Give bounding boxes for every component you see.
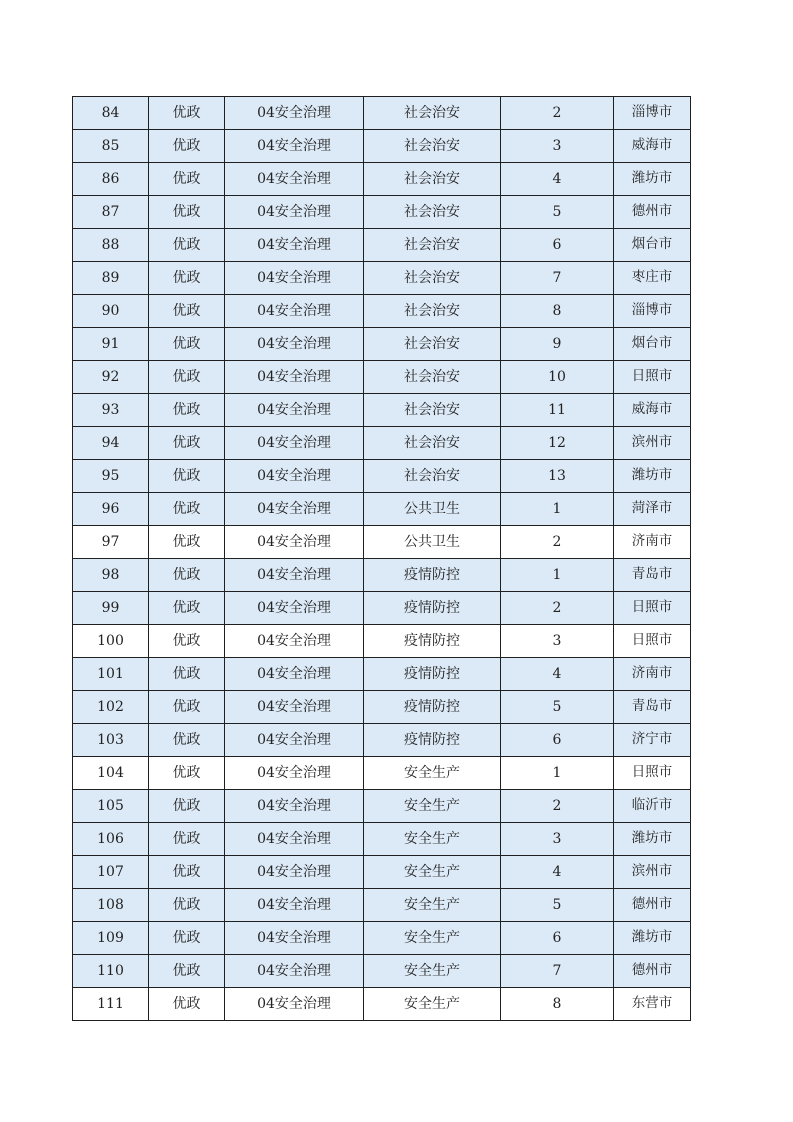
table-row xyxy=(73,361,691,394)
rank-cell: 9 xyxy=(501,328,614,361)
row-number-cell: 102 xyxy=(73,691,149,724)
table-row xyxy=(73,130,691,163)
topic-cell: 疫情防控 xyxy=(364,658,501,691)
city-cell: 枣庄市 xyxy=(614,262,691,295)
field-cell: 04安全治理 xyxy=(225,823,364,856)
city-cell: 滨州市 xyxy=(614,856,691,889)
category-cell: 优政 xyxy=(149,328,225,361)
field-cell: 04安全治理 xyxy=(225,262,364,295)
table-row xyxy=(73,262,691,295)
row-number-cell: 111 xyxy=(73,988,149,1021)
data-sheet xyxy=(72,96,690,1021)
row-number-cell: 104 xyxy=(73,757,149,790)
table-row xyxy=(73,295,691,328)
table-row xyxy=(73,163,691,196)
field-cell: 04安全治理 xyxy=(225,295,364,328)
table-row xyxy=(73,691,691,724)
category-cell: 优政 xyxy=(149,856,225,889)
table-row xyxy=(73,229,691,262)
table-row xyxy=(73,922,691,955)
ranking-table xyxy=(72,96,691,1021)
field-cell: 04安全治理 xyxy=(225,856,364,889)
city-cell: 德州市 xyxy=(614,196,691,229)
row-number-cell: 92 xyxy=(73,361,149,394)
city-cell: 威海市 xyxy=(614,130,691,163)
row-number-cell: 90 xyxy=(73,295,149,328)
row-number-cell: 97 xyxy=(73,526,149,559)
rank-cell: 3 xyxy=(501,130,614,163)
row-number-cell: 94 xyxy=(73,427,149,460)
category-cell: 优政 xyxy=(149,493,225,526)
field-cell: 04安全治理 xyxy=(225,922,364,955)
field-cell: 04安全治理 xyxy=(225,361,364,394)
city-cell: 威海市 xyxy=(614,394,691,427)
row-number-cell: 95 xyxy=(73,460,149,493)
field-cell: 04安全治理 xyxy=(225,988,364,1021)
city-cell: 潍坊市 xyxy=(614,823,691,856)
topic-cell: 社会治安 xyxy=(364,361,501,394)
field-cell: 04安全治理 xyxy=(225,724,364,757)
row-number-cell: 110 xyxy=(73,955,149,988)
rank-cell: 3 xyxy=(501,625,614,658)
city-cell: 日照市 xyxy=(614,361,691,394)
topic-cell: 社会治安 xyxy=(364,196,501,229)
row-number-cell: 87 xyxy=(73,196,149,229)
topic-cell: 社会治安 xyxy=(364,97,501,130)
table-row xyxy=(73,592,691,625)
category-cell: 优政 xyxy=(149,361,225,394)
city-cell: 临沂市 xyxy=(614,790,691,823)
field-cell: 04安全治理 xyxy=(225,328,364,361)
topic-cell: 社会治安 xyxy=(364,460,501,493)
rank-cell: 13 xyxy=(501,460,614,493)
table-row xyxy=(73,196,691,229)
table-row xyxy=(73,394,691,427)
row-number-cell: 106 xyxy=(73,823,149,856)
rank-cell: 1 xyxy=(501,559,614,592)
category-cell: 优政 xyxy=(149,196,225,229)
field-cell: 04安全治理 xyxy=(225,163,364,196)
city-cell: 菏泽市 xyxy=(614,493,691,526)
table-body xyxy=(73,97,691,1021)
city-cell: 潍坊市 xyxy=(614,922,691,955)
topic-cell: 社会治安 xyxy=(364,163,501,196)
row-number-cell: 84 xyxy=(73,97,149,130)
rank-cell: 2 xyxy=(501,592,614,625)
table-row xyxy=(73,658,691,691)
category-cell: 优政 xyxy=(149,757,225,790)
table-row xyxy=(73,955,691,988)
rank-cell: 2 xyxy=(501,790,614,823)
topic-cell: 社会治安 xyxy=(364,394,501,427)
row-number-cell: 96 xyxy=(73,493,149,526)
row-number-cell: 86 xyxy=(73,163,149,196)
city-cell: 日照市 xyxy=(614,592,691,625)
topic-cell: 安全生产 xyxy=(364,922,501,955)
rank-cell: 1 xyxy=(501,757,614,790)
category-cell: 优政 xyxy=(149,922,225,955)
field-cell: 04安全治理 xyxy=(225,229,364,262)
rank-cell: 2 xyxy=(501,97,614,130)
field-cell: 04安全治理 xyxy=(225,691,364,724)
rank-cell: 4 xyxy=(501,658,614,691)
category-cell: 优政 xyxy=(149,130,225,163)
row-number-cell: 103 xyxy=(73,724,149,757)
row-number-cell: 99 xyxy=(73,592,149,625)
row-number-cell: 98 xyxy=(73,559,149,592)
table-row xyxy=(73,889,691,922)
topic-cell: 公共卫生 xyxy=(364,493,501,526)
city-cell: 济南市 xyxy=(614,526,691,559)
topic-cell: 安全生产 xyxy=(364,757,501,790)
category-cell: 优政 xyxy=(149,163,225,196)
category-cell: 优政 xyxy=(149,955,225,988)
category-cell: 优政 xyxy=(149,262,225,295)
row-number-cell: 91 xyxy=(73,328,149,361)
table-row xyxy=(73,97,691,130)
category-cell: 优政 xyxy=(149,460,225,493)
city-cell: 青岛市 xyxy=(614,559,691,592)
row-number-cell: 108 xyxy=(73,889,149,922)
row-number-cell: 105 xyxy=(73,790,149,823)
table-row xyxy=(73,790,691,823)
category-cell: 优政 xyxy=(149,97,225,130)
topic-cell: 社会治安 xyxy=(364,130,501,163)
row-number-cell: 107 xyxy=(73,856,149,889)
rank-cell: 4 xyxy=(501,163,614,196)
rank-cell: 10 xyxy=(501,361,614,394)
table-row xyxy=(73,493,691,526)
field-cell: 04安全治理 xyxy=(225,196,364,229)
field-cell: 04安全治理 xyxy=(225,526,364,559)
rank-cell: 5 xyxy=(501,691,614,724)
rank-cell: 5 xyxy=(501,889,614,922)
category-cell: 优政 xyxy=(149,394,225,427)
row-number-cell: 101 xyxy=(73,658,149,691)
rank-cell: 6 xyxy=(501,724,614,757)
row-number-cell: 85 xyxy=(73,130,149,163)
row-number-cell: 109 xyxy=(73,922,149,955)
rank-cell: 7 xyxy=(501,955,614,988)
category-cell: 优政 xyxy=(149,691,225,724)
field-cell: 04安全治理 xyxy=(225,889,364,922)
field-cell: 04安全治理 xyxy=(225,460,364,493)
rank-cell: 1 xyxy=(501,493,614,526)
rank-cell: 4 xyxy=(501,856,614,889)
city-cell: 东营市 xyxy=(614,988,691,1021)
row-number-cell: 89 xyxy=(73,262,149,295)
topic-cell: 公共卫生 xyxy=(364,526,501,559)
topic-cell: 安全生产 xyxy=(364,889,501,922)
topic-cell: 疫情防控 xyxy=(364,592,501,625)
field-cell: 04安全治理 xyxy=(225,427,364,460)
category-cell: 优政 xyxy=(149,559,225,592)
rank-cell: 3 xyxy=(501,823,614,856)
row-number-cell: 100 xyxy=(73,625,149,658)
city-cell: 德州市 xyxy=(614,955,691,988)
topic-cell: 安全生产 xyxy=(364,823,501,856)
rank-cell: 7 xyxy=(501,262,614,295)
city-cell: 潍坊市 xyxy=(614,460,691,493)
topic-cell: 安全生产 xyxy=(364,955,501,988)
category-cell: 优政 xyxy=(149,724,225,757)
rank-cell: 6 xyxy=(501,229,614,262)
table-row xyxy=(73,856,691,889)
category-cell: 优政 xyxy=(149,889,225,922)
city-cell: 青岛市 xyxy=(614,691,691,724)
table-row xyxy=(73,988,691,1021)
field-cell: 04安全治理 xyxy=(225,757,364,790)
field-cell: 04安全治理 xyxy=(225,790,364,823)
topic-cell: 疫情防控 xyxy=(364,559,501,592)
topic-cell: 安全生产 xyxy=(364,856,501,889)
topic-cell: 社会治安 xyxy=(364,427,501,460)
rank-cell: 8 xyxy=(501,295,614,328)
category-cell: 优政 xyxy=(149,823,225,856)
field-cell: 04安全治理 xyxy=(225,955,364,988)
field-cell: 04安全治理 xyxy=(225,625,364,658)
category-cell: 优政 xyxy=(149,427,225,460)
field-cell: 04安全治理 xyxy=(225,394,364,427)
field-cell: 04安全治理 xyxy=(225,658,364,691)
field-cell: 04安全治理 xyxy=(225,493,364,526)
topic-cell: 社会治安 xyxy=(364,295,501,328)
category-cell: 优政 xyxy=(149,988,225,1021)
category-cell: 优政 xyxy=(149,295,225,328)
table-row xyxy=(73,823,691,856)
city-cell: 潍坊市 xyxy=(614,163,691,196)
topic-cell: 社会治安 xyxy=(364,262,501,295)
city-cell: 日照市 xyxy=(614,625,691,658)
rank-cell: 6 xyxy=(501,922,614,955)
topic-cell: 安全生产 xyxy=(364,790,501,823)
rank-cell: 8 xyxy=(501,988,614,1021)
field-cell: 04安全治理 xyxy=(225,97,364,130)
city-cell: 淄博市 xyxy=(614,97,691,130)
city-cell: 济宁市 xyxy=(614,724,691,757)
rank-cell: 2 xyxy=(501,526,614,559)
table-row xyxy=(73,460,691,493)
rank-cell: 11 xyxy=(501,394,614,427)
city-cell: 烟台市 xyxy=(614,328,691,361)
category-cell: 优政 xyxy=(149,229,225,262)
table-row xyxy=(73,757,691,790)
category-cell: 优政 xyxy=(149,526,225,559)
category-cell: 优政 xyxy=(149,625,225,658)
table-row xyxy=(73,427,691,460)
city-cell: 济南市 xyxy=(614,658,691,691)
topic-cell: 疫情防控 xyxy=(364,691,501,724)
table-row xyxy=(73,559,691,592)
row-number-cell: 88 xyxy=(73,229,149,262)
city-cell: 烟台市 xyxy=(614,229,691,262)
topic-cell: 疫情防控 xyxy=(364,724,501,757)
table-row xyxy=(73,526,691,559)
topic-cell: 社会治安 xyxy=(364,328,501,361)
field-cell: 04安全治理 xyxy=(225,130,364,163)
city-cell: 德州市 xyxy=(614,889,691,922)
category-cell: 优政 xyxy=(149,592,225,625)
city-cell: 淄博市 xyxy=(614,295,691,328)
category-cell: 优政 xyxy=(149,658,225,691)
table-row xyxy=(73,724,691,757)
city-cell: 滨州市 xyxy=(614,427,691,460)
field-cell: 04安全治理 xyxy=(225,592,364,625)
field-cell: 04安全治理 xyxy=(225,559,364,592)
table-row xyxy=(73,625,691,658)
rank-cell: 5 xyxy=(501,196,614,229)
category-cell: 优政 xyxy=(149,790,225,823)
row-number-cell: 93 xyxy=(73,394,149,427)
topic-cell: 社会治安 xyxy=(364,229,501,262)
city-cell: 日照市 xyxy=(614,757,691,790)
topic-cell: 安全生产 xyxy=(364,988,501,1021)
rank-cell: 12 xyxy=(501,427,614,460)
topic-cell: 疫情防控 xyxy=(364,625,501,658)
table-row xyxy=(73,328,691,361)
